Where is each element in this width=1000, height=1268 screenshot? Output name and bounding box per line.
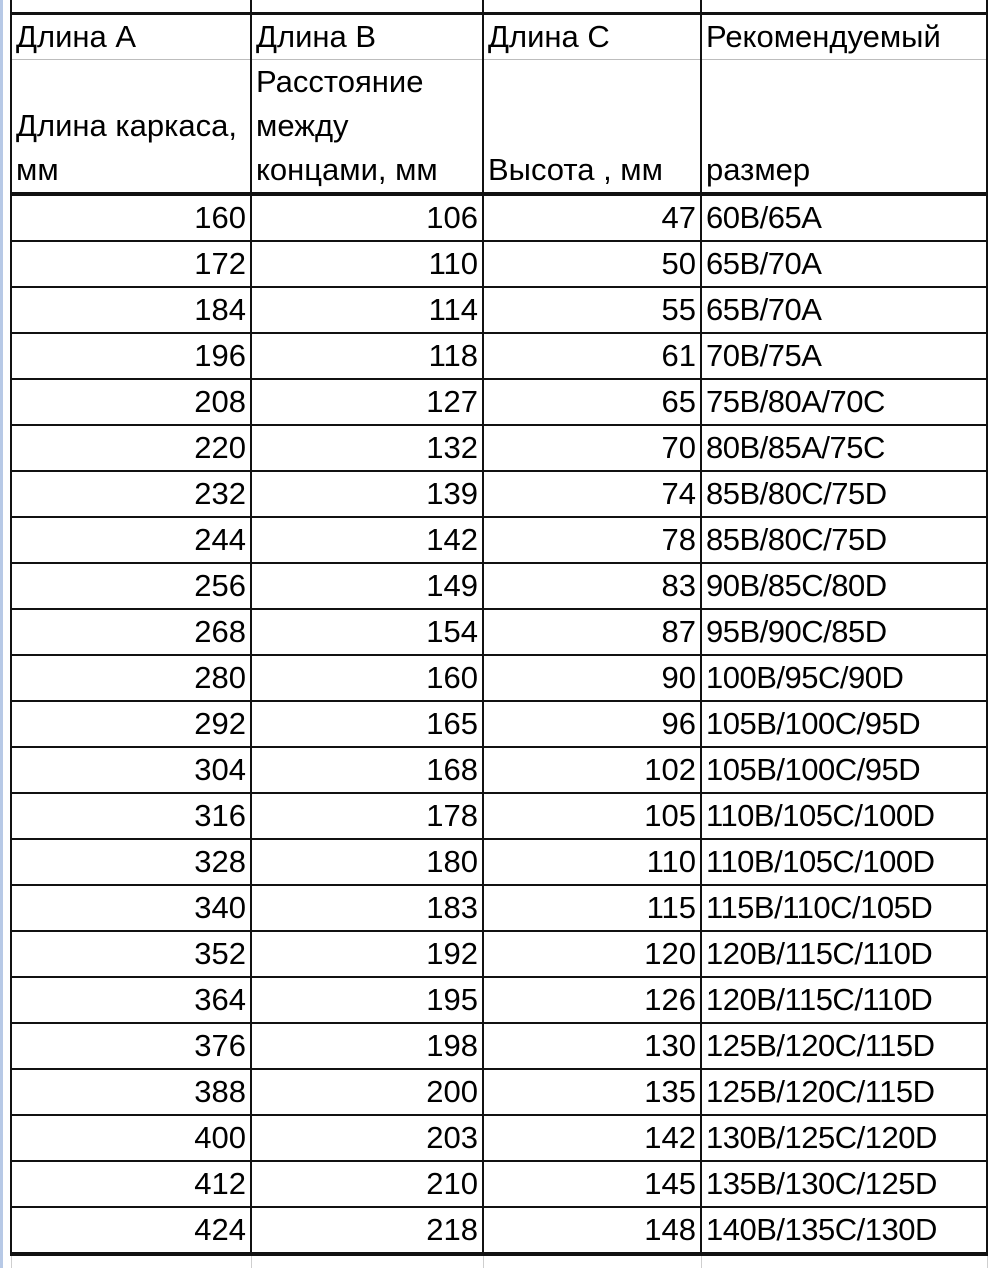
cell-height[interactable]: 90 bbox=[483, 655, 701, 701]
cell-ends-distance[interactable]: 106 bbox=[251, 194, 483, 241]
cell-recommended-size[interactable]: 65B/70A bbox=[701, 241, 987, 287]
cell-frame-length[interactable]: 268 bbox=[11, 609, 251, 655]
table-row bbox=[11, 425, 987, 471]
table-row bbox=[11, 747, 987, 793]
cell-frame-length[interactable]: 184 bbox=[11, 287, 251, 333]
table-row bbox=[11, 379, 987, 425]
cell-ends-distance[interactable]: 200 bbox=[251, 1069, 483, 1115]
cell-frame-length[interactable]: 172 bbox=[11, 241, 251, 287]
previous-row-strip bbox=[11, 0, 987, 14]
cell[interactable] bbox=[483, 0, 701, 14]
header-length-b[interactable]: Длина В bbox=[251, 14, 483, 60]
header-size[interactable]: размер bbox=[701, 60, 987, 195]
table-row bbox=[11, 609, 987, 655]
cell-recommended-size[interactable]: 85B/80C/75D bbox=[701, 471, 987, 517]
table-row bbox=[11, 1161, 987, 1207]
cell-height[interactable]: 50 bbox=[483, 241, 701, 287]
table-row bbox=[11, 701, 987, 747]
cell-ends-distance[interactable]: 203 bbox=[251, 1115, 483, 1161]
cell-ends-distance[interactable]: 168 bbox=[251, 747, 483, 793]
cell-ends-distance[interactable]: 178 bbox=[251, 793, 483, 839]
cell-height[interactable]: 142 bbox=[483, 1115, 701, 1161]
cell-ends-distance[interactable]: 127 bbox=[251, 379, 483, 425]
cell-frame-length[interactable]: 316 bbox=[11, 793, 251, 839]
cell-ends-distance[interactable]: 180 bbox=[251, 839, 483, 885]
cell-ends-distance[interactable]: 142 bbox=[251, 517, 483, 563]
table-row bbox=[11, 1069, 987, 1115]
header-length-a[interactable]: Длина А bbox=[11, 14, 251, 60]
cell-recommended-size[interactable]: 105B/100C/95D bbox=[701, 701, 987, 747]
cell-recommended-size[interactable]: 140B/135C/130D bbox=[701, 1207, 987, 1254]
cell-ends-distance[interactable]: 218 bbox=[251, 1207, 483, 1254]
cell-recommended-size[interactable]: 75B/80A/70C bbox=[701, 379, 987, 425]
cell-ends-distance[interactable]: 114 bbox=[251, 287, 483, 333]
cell-recommended-size[interactable]: 95B/90C/85D bbox=[701, 609, 987, 655]
cell-ends-distance[interactable]: 165 bbox=[251, 701, 483, 747]
cell-recommended-size[interactable]: 105B/100C/95D bbox=[701, 747, 987, 793]
cell-height[interactable]: 74 bbox=[483, 471, 701, 517]
cell-recommended-size[interactable]: 70B/75A bbox=[701, 333, 987, 379]
table-row bbox=[11, 793, 987, 839]
cell-frame-length[interactable]: 388 bbox=[11, 1069, 251, 1115]
cell-height[interactable]: 87 bbox=[483, 609, 701, 655]
header-row-top bbox=[11, 14, 987, 60]
cell-ends-distance[interactable]: 192 bbox=[251, 931, 483, 977]
next-row-strip bbox=[11, 1254, 987, 1268]
cell-frame-length[interactable]: 376 bbox=[11, 1023, 251, 1069]
table-body bbox=[11, 194, 987, 1254]
table-row bbox=[11, 977, 987, 1023]
cell-frame-length[interactable]: 304 bbox=[11, 747, 251, 793]
spreadsheet bbox=[10, 0, 986, 1268]
cell-frame-length[interactable]: 244 bbox=[11, 517, 251, 563]
cell-recommended-size[interactable]: 120B/115C/110D bbox=[701, 931, 987, 977]
cell-ends-distance[interactable]: 154 bbox=[251, 609, 483, 655]
cell-recommended-size[interactable]: 100B/95C/90D bbox=[701, 655, 987, 701]
cell-height[interactable]: 47 bbox=[483, 194, 701, 241]
cell-frame-length[interactable]: 208 bbox=[11, 379, 251, 425]
cell-recommended-size[interactable]: 110B/105C/100D bbox=[701, 793, 987, 839]
header-recommended[interactable]: Рекомендуемый bbox=[701, 14, 987, 60]
cell-recommended-size[interactable]: 90B/85C/80D bbox=[701, 563, 987, 609]
cell-ends-distance[interactable]: 118 bbox=[251, 333, 483, 379]
cell-frame-length[interactable]: 292 bbox=[11, 701, 251, 747]
cell-recommended-size[interactable]: 60B/65A bbox=[701, 194, 987, 241]
cell-height[interactable]: 145 bbox=[483, 1161, 701, 1207]
table-row bbox=[11, 655, 987, 701]
cell-frame-length[interactable]: 340 bbox=[11, 885, 251, 931]
cell[interactable] bbox=[701, 1254, 987, 1268]
table-row bbox=[11, 839, 987, 885]
table-row bbox=[11, 1023, 987, 1069]
cell-recommended-size[interactable]: 115B/110C/105D bbox=[701, 885, 987, 931]
size-table bbox=[10, 0, 988, 1268]
cell-frame-length[interactable]: 256 bbox=[11, 563, 251, 609]
cell-recommended-size[interactable]: 125B/120C/115D bbox=[701, 1069, 987, 1115]
header-height[interactable]: Высота , мм bbox=[483, 60, 701, 195]
cell-recommended-size[interactable]: 110B/105C/100D bbox=[701, 839, 987, 885]
cell-ends-distance[interactable]: 210 bbox=[251, 1161, 483, 1207]
cell-ends-distance[interactable]: 139 bbox=[251, 471, 483, 517]
cell-height[interactable]: 83 bbox=[483, 563, 701, 609]
cell-ends-distance[interactable]: 198 bbox=[251, 1023, 483, 1069]
cell-recommended-size[interactable]: 135B/130C/125D bbox=[701, 1161, 987, 1207]
cell-height[interactable]: 110 bbox=[483, 839, 701, 885]
header-ends-distance[interactable]: Расстояние между концами, мм bbox=[251, 60, 483, 195]
cell-ends-distance[interactable]: 160 bbox=[251, 655, 483, 701]
cell-frame-length[interactable]: 364 bbox=[11, 977, 251, 1023]
cell-recommended-size[interactable]: 80B/85A/75C bbox=[701, 425, 987, 471]
table-row bbox=[11, 517, 987, 563]
cell-height[interactable]: 135 bbox=[483, 1069, 701, 1115]
header-frame-length[interactable]: Длина каркаса, мм bbox=[11, 60, 251, 195]
cell[interactable] bbox=[11, 1254, 251, 1268]
cell-height[interactable]: 55 bbox=[483, 287, 701, 333]
cell-frame-length[interactable]: 400 bbox=[11, 1115, 251, 1161]
table-row bbox=[11, 333, 987, 379]
cell-height[interactable]: 102 bbox=[483, 747, 701, 793]
cell[interactable] bbox=[11, 0, 251, 14]
cell-height[interactable]: 96 bbox=[483, 701, 701, 747]
table-row bbox=[11, 885, 987, 931]
table-row bbox=[11, 1115, 987, 1161]
table-row bbox=[11, 241, 987, 287]
table-row bbox=[11, 194, 987, 241]
cell-frame-length[interactable]: 328 bbox=[11, 839, 251, 885]
cell-height[interactable]: 148 bbox=[483, 1207, 701, 1254]
cell-recommended-size[interactable]: 130B/125C/120D bbox=[701, 1115, 987, 1161]
cell-ends-distance[interactable]: 149 bbox=[251, 563, 483, 609]
cell[interactable] bbox=[483, 1254, 701, 1268]
cell-frame-length[interactable]: 196 bbox=[11, 333, 251, 379]
row-header-edge bbox=[0, 0, 3, 1268]
table-row bbox=[11, 1207, 987, 1254]
header-row-main bbox=[11, 60, 987, 195]
table-row bbox=[11, 563, 987, 609]
cell-height[interactable]: 120 bbox=[483, 931, 701, 977]
cell-recommended-size[interactable]: 85B/80C/75D bbox=[701, 517, 987, 563]
cell-frame-length[interactable]: 280 bbox=[11, 655, 251, 701]
cell-ends-distance[interactable]: 183 bbox=[251, 885, 483, 931]
cell-frame-length[interactable]: 412 bbox=[11, 1161, 251, 1207]
cell-height[interactable]: 126 bbox=[483, 977, 701, 1023]
cell-height[interactable]: 70 bbox=[483, 425, 701, 471]
cell-ends-distance[interactable]: 132 bbox=[251, 425, 483, 471]
table-row bbox=[11, 931, 987, 977]
cell-recommended-size[interactable]: 120B/115C/110D bbox=[701, 977, 987, 1023]
cell-height[interactable]: 115 bbox=[483, 885, 701, 931]
table-row bbox=[11, 471, 987, 517]
cell[interactable] bbox=[701, 0, 987, 14]
cell-recommended-size[interactable]: 125B/120C/115D bbox=[701, 1023, 987, 1069]
cell-height[interactable]: 78 bbox=[483, 517, 701, 563]
cell-frame-length[interactable]: 220 bbox=[11, 425, 251, 471]
cell-height[interactable]: 130 bbox=[483, 1023, 701, 1069]
table-row bbox=[11, 287, 987, 333]
cell-frame-length[interactable]: 352 bbox=[11, 931, 251, 977]
cell-ends-distance[interactable]: 110 bbox=[251, 241, 483, 287]
header-length-c[interactable]: Длина С bbox=[483, 14, 701, 60]
cell-height[interactable]: 61 bbox=[483, 333, 701, 379]
cell-frame-length[interactable]: 160 bbox=[11, 194, 251, 241]
cell-frame-length[interactable]: 232 bbox=[11, 471, 251, 517]
cell[interactable] bbox=[251, 1254, 483, 1268]
cell-height[interactable]: 105 bbox=[483, 793, 701, 839]
cell-frame-length[interactable]: 424 bbox=[11, 1207, 251, 1254]
cell[interactable] bbox=[251, 0, 483, 14]
cell-recommended-size[interactable]: 65B/70A bbox=[701, 287, 987, 333]
cell-ends-distance[interactable]: 195 bbox=[251, 977, 483, 1023]
cell-height[interactable]: 65 bbox=[483, 379, 701, 425]
